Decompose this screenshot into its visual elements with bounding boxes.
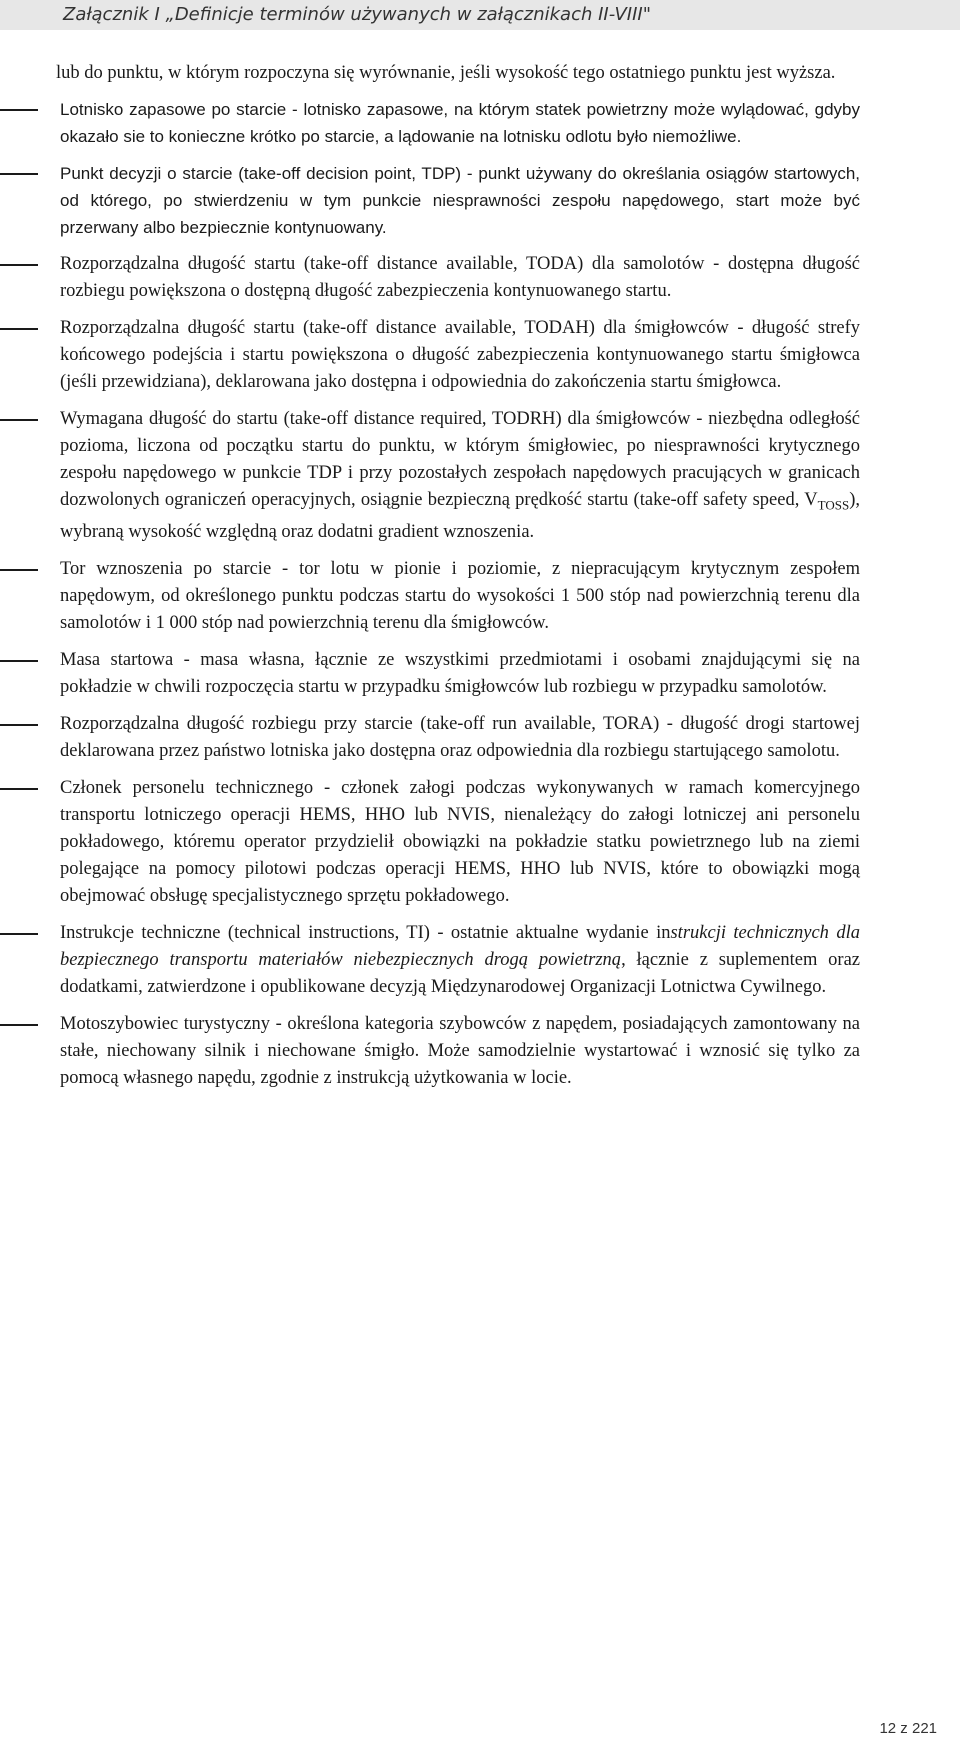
dash-bullet (0, 724, 38, 726)
definition-text: Tor wznoszenia po starcie - tor lotu w pionie i poziomie, z niepracującym krytycznym zespołem napędowym, od określonego punktu podczas startu do wysokości 1 500 stóp nad powierzchnią terenu dla samolotów i 1 000 stóp nad powierzchnią terenu dla śmigłowców. (60, 558, 860, 633)
dash-bullet (0, 109, 38, 111)
definition-text-part: Wymagana długość do startu (take-off distance required, TODRH) dla śmigłowców - niezbędna odległość pozioma, liczona od początku startu do punktu, w którym śmigłowiec, po niesprawności krytycznego zespołu napędowego w punkcie TDP i przy pozostałych zespołach napędowych pracujących w granicach dozwolonych ograniczeń operacyjnych, osiągnie bezpieczną prędkość startu (take-off safety speed, V (60, 409, 860, 510)
definition-item (56, 251, 860, 305)
definition-text-part: Instrukcje techniczne (technical instructions, TI) - ostatnie aktualne wydanie in (60, 922, 671, 943)
dash-bullet (0, 788, 38, 790)
definition-item (56, 647, 860, 701)
dash-bullet (0, 660, 38, 662)
dash-bullet (0, 933, 38, 935)
page-header (0, 0, 960, 30)
definition-item (56, 1011, 860, 1092)
definition-text: Członek personelu technicznego - członek załogi podczas wykonywanych w ramach komercyjnego transportu lotniczego operacji HEMS, HHO lub NVIS, nienależący do załogi lotniczej ani personelu pokładowego, któremu operator przydzielił obowiązki na pokładzie statku powietrznego lub na ziemi polegające na pomocy pilotowi podczas operacji HEMS, HHO lub NVIS, które to obowiązki mogą obejmować obsługę specjalistycznego sprzętu pokładowego. (60, 777, 860, 906)
definition-item (56, 711, 860, 765)
definition-text: Rozporządzalna długość startu (take-off distance available, TODA) dla samolotów - dostępna długość rozbiegu powiększona o dostępną długość zabezpieczenia kontynuowanego startu. (60, 254, 860, 301)
dash-bullet (0, 328, 38, 330)
definition-text: Masa startowa - masa własna, łącznie ze wszystkimi przedmiotami i osobami znajdującymi się na pokładzie w chwili rozpoczęcia startu w przypadku śmigłowców lub rozbiegu w przypadku samolotów. (60, 649, 860, 697)
definition-text (60, 920, 860, 1001)
dash-bullet (0, 1024, 38, 1026)
dash-bullet (0, 264, 38, 266)
definition-text: Motoszybowiec turystyczny - określona kategoria szybowców z napędem, posiadających zamontowany na stałe, niechowany silnik i niechowane śmigło. Może samodzielnie wystartować i wznosić się tylko za pomocą własnego napędu, zgodnie z instrukcją użytkowania w locie. (60, 1013, 860, 1088)
definition-text: Rozporządzalna długość startu (take-off distance available, TODAH) dla śmigłowców - długość strefy końcowego podejścia i startu powiększona o długość zabezpieczenia kontynuowanego startu śmigłowca (jeśli przewidziana), deklarowana jako dostępna i odpowiednia do zakończenia startu śmigłowca. (60, 318, 860, 392)
definition-text-part: ), wybraną wysokość względną oraz dodatni gradient wznoszenia. (60, 490, 860, 542)
definition-item (56, 315, 860, 396)
subscript-toss: TOSS (817, 497, 850, 513)
definition-item (56, 406, 860, 546)
definition-text: Punkt decyzji o starcie (take-off decision point, TDP) - punkt używany do określania osiągów startowych, od którego, po stwierdzeniu w tym punkcie niesprawności zespołu napędowego, start może być przerwany albo bezpiecznie kontynuowany. (60, 164, 860, 237)
dash-bullet (0, 173, 38, 175)
definition-item (56, 556, 860, 637)
definition-text: Lotnisko zapasowe po starcie - lotnisko zapasowe, na którym statek powietrzny może wylądować, gdyby okazało sie to konieczne krótko po starcie, a lądowanie na lotnisku odlotu było niemożliwe. (60, 100, 860, 146)
dash-bullet (0, 419, 38, 421)
continuation-paragraph: lub do punktu, w którym rozpoczyna się wyrównanie, jeśli wysokość tego ostatniego punktu jest wyższa. (56, 63, 836, 83)
italic-publication-title: strukcji technicznych dla bezpiecznego transportu materiałów niebezpiecznych drogą powietrzną (60, 922, 860, 970)
header-title: Załącznik I „Definicje terminów używanych w załącznikach II-VIII" (63, 4, 652, 25)
dash-bullet (0, 569, 38, 571)
definition-text (60, 406, 860, 546)
definition-text-part: , łącznie z suplementem oraz dodatkami, zatwierdzone i opublikowane decyzją Międzynarodowej Organizacji Lotnictwa Cywilnego. (60, 949, 861, 997)
definition-item (56, 96, 860, 150)
definition-item (56, 775, 860, 910)
definition-text: Rozporządzalna długość rozbiegu przy starcie (take-off run available, TORA) - długość drogi startowej deklarowana przez państwo lotniska jako dostępna oraz odpowiednia dla rozbiegu startującego samolotu. (60, 713, 860, 761)
definition-item (56, 920, 860, 1001)
document-body (56, 60, 860, 1102)
definition-item (56, 160, 860, 241)
page-number: 12 z 221 (879, 1720, 937, 1737)
